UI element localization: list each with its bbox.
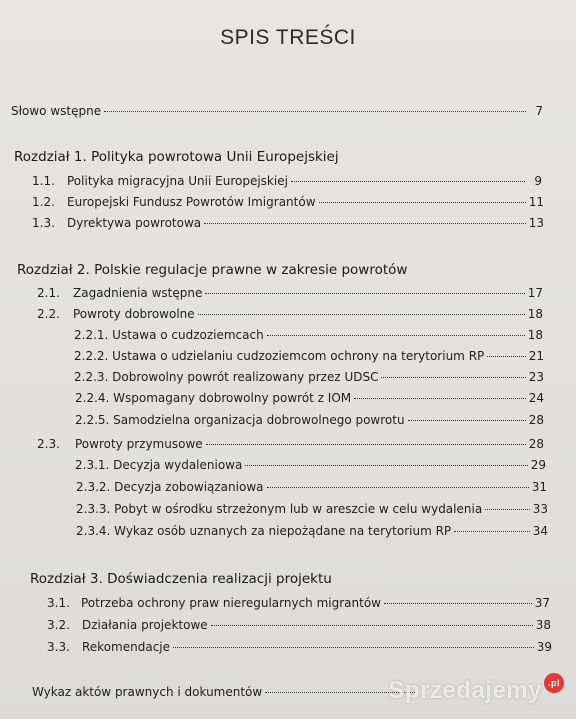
toc-entry-text: Powroty przymusowe (75, 437, 203, 451)
toc-page-number: 28 (528, 413, 544, 427)
toc-entry (76, 502, 548, 517)
leader-dots (485, 509, 530, 510)
watermark-badge: .pl (544, 673, 564, 693)
toc-entry (74, 349, 544, 364)
toc-page-number: 39 (536, 640, 552, 654)
toc-entry (75, 391, 544, 406)
toc-entry (37, 307, 543, 322)
toc-entry-text: Dyrektywa powrotowa (67, 216, 202, 230)
toc-entry (47, 596, 550, 611)
watermark-text: Sprzedajemy (388, 677, 542, 704)
toc-entry-text: Powroty dobrowolne (73, 307, 195, 321)
toc-entry-text: Wykaz aktów prawnych i dokumentów (32, 685, 263, 699)
toc-entry (37, 286, 543, 301)
leader-dots (204, 223, 526, 224)
toc-entry (76, 524, 548, 539)
toc-page-number: 23 (528, 370, 544, 384)
leader-dots (206, 444, 526, 445)
toc-entry-appendix (32, 685, 432, 700)
toc-page-number: 34 (532, 524, 548, 538)
toc-page-number: 29 (530, 458, 546, 472)
toc-page-number: 9 (534, 174, 542, 188)
toc-entry (74, 370, 544, 385)
toc-entry-number: 1.1. (32, 174, 55, 188)
leader-dots (454, 531, 530, 532)
toc-entry-text: Zagadnienia wstępne (73, 286, 203, 300)
leader-dots (198, 314, 525, 315)
leader-dots (267, 335, 525, 336)
toc-entry (47, 640, 552, 655)
toc-entry-text: 2.3.3. Pobyt w ośrodku strzeżonym lub w areszcie w celu wydalenia (76, 502, 483, 516)
chapter-heading-1: Rozdział 1. Polityka powrotowa Unii Europejskiej (14, 149, 339, 165)
leader-dots (211, 625, 533, 626)
leader-dots (487, 356, 525, 357)
toc-entry-number: 3.3. (47, 640, 70, 654)
leader-dots (104, 111, 526, 112)
toc-entry-text: 2.2.5. Samodzielna organizacja dobrowolnego powrotu (75, 413, 405, 427)
toc-entry-text: 2.2.2. Ustawa o udzielaniu cudzoziemcom ochrony na terytorium RP (74, 349, 485, 363)
toc-page-number: 31 (531, 480, 547, 494)
leader-dots (245, 465, 527, 466)
toc-entry-foreword (11, 104, 543, 119)
toc-page-number: 18 (527, 307, 543, 321)
toc-page-number: 13 (528, 216, 544, 230)
toc-entry-number: 2.3. (37, 437, 60, 451)
chapter-heading-2: Rozdział 2. Polskie regulacje prawne w zakresie powrotów (17, 262, 408, 278)
toc-page-number: 24 (528, 391, 544, 405)
toc-entry-number: 3.2. (47, 618, 70, 632)
leader-dots (381, 377, 525, 378)
toc-page-number: 7 (535, 104, 543, 118)
toc-entry-text: Działania projektowe (82, 618, 208, 632)
leader-dots (267, 487, 529, 488)
toc-entry-number: 2.1. (37, 286, 60, 300)
toc-page-number: 33 (532, 502, 548, 516)
toc-entry-text: Rekomendacje (82, 640, 171, 654)
toc-page-number: 17 (527, 286, 543, 300)
toc-page-number: 11 (528, 195, 544, 209)
toc-entry-number: 1.2. (32, 195, 55, 209)
watermark-logo (388, 677, 564, 705)
leader-dots (354, 398, 526, 399)
toc-entry (47, 618, 551, 633)
leader-dots (319, 202, 526, 203)
toc-entry-text: 2.3.2. Decyzja zobowiązaniowa (76, 480, 264, 494)
toc-entry-text: 2.2.3. Dobrowolny powrót realizowany przez UDSC (74, 370, 379, 384)
toc-entry-text: Polityka migracyjna Unii Europejskiej (67, 174, 288, 188)
leader-dots (205, 293, 524, 294)
toc-entry-number: 2.2. (37, 307, 60, 321)
page-title: SPIS TREŚCI (220, 26, 356, 49)
toc-page-number: 28 (528, 437, 544, 451)
toc-entry-number: 3.1. (47, 596, 70, 610)
toc-entry (75, 458, 546, 473)
toc-entry-text: 2.2.4. Wspomagany dobrowolny powrót z IOM (75, 391, 352, 405)
toc-entry-text: Potrzeba ochrony praw nieregularnych migrantów (81, 596, 381, 610)
leader-dots (291, 181, 525, 182)
toc-entry (32, 195, 544, 210)
toc-page-number: 18 (527, 328, 543, 342)
toc-entry-text: 2.3.4. Wykaz osób uznanych za niepożądane na terytorium RP (76, 524, 452, 538)
toc-entry (74, 328, 543, 343)
toc-entry (76, 480, 547, 495)
toc-entry-number: 1.3. (32, 216, 55, 230)
leader-dots (173, 647, 534, 648)
toc-entry-text: 2.3.1. Decyzja wydaleniowa (75, 458, 243, 472)
toc-page-number: 37 (534, 596, 550, 610)
leader-dots (408, 420, 526, 421)
leader-dots (384, 603, 532, 604)
toc-page-number: 21 (528, 349, 544, 363)
toc-entry (32, 174, 542, 189)
toc-entry-text: Słowo wstępne (11, 104, 102, 118)
toc-page-number: 38 (535, 618, 551, 632)
toc-entry (32, 216, 544, 231)
toc-entry-text: 2.2.1. Ustawa o cudzoziemcach (74, 328, 264, 342)
toc-entry (75, 413, 544, 428)
chapter-heading-3: Rozdział 3. Doświadczenia realizacji projektu (30, 571, 332, 587)
toc-entry (37, 437, 544, 452)
toc-entry-text: Europejski Fundusz Powrotów Imigrantów (67, 195, 316, 209)
